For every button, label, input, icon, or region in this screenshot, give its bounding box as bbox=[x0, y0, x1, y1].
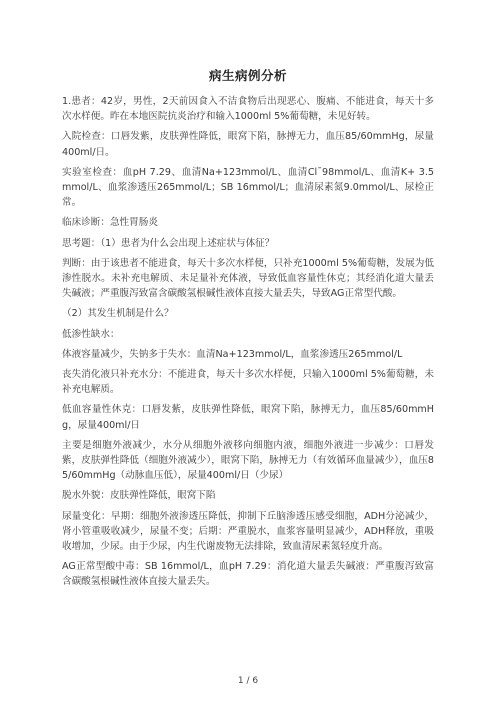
paragraph-admission-exam: 入院检查：口唇发紫，皮肤弹性降低，眼窝下陷，脉搏无力，血压85/60mmHg，尿量400ml/日。 bbox=[62, 131, 434, 158]
paragraph-urine-changes: 尿量变化：早期：细胞外液渗透压降低，抑制下丘脑渗透压感受细胞，ADH分泌减少，肾小管重吸收减少，尿量不变；后期：严重脱水，血浆容量明显减少，ADH释放，重吸收增加，少尿。由于少尿，内生代谢废物无法排除，致血清尿素氮轻度升高。 bbox=[62, 510, 434, 553]
document-body bbox=[62, 94, 434, 595]
paragraph-mechanism: 主要是细胞外液减少，水分从细胞外液移向细胞内液，细胞外液进一步减少：口唇发紫，皮肤弹性降低（细胞外液减少），眼窝下陷，脉搏无力（有效循环血量减少），血压85/60mmHg（动脉血压低），尿量400ml/日（少尿） bbox=[62, 439, 434, 482]
paragraph-dehydration-appearance: 脱水外貌：皮肤弹性降低，眼窝下陷 bbox=[62, 490, 216, 502]
paragraph-hypovolemic-shock: 低血容量性休克：口唇发紫，皮肤弹性降低，眼窝下陷，脉搏无力，血压85/60mmHg，尿量400ml/日 bbox=[62, 404, 434, 431]
paragraph-ag-acidosis: AG正常型酸中毒：SB 16mmol/L，血pH 7.29：消化道大量丢失碱液：严重腹泻致富含碳酸氢根碱性液体直接大量丢失。 bbox=[62, 561, 434, 588]
paragraph-question-1: 思考题：（1）患者为什么会出现上述症状与体征？ bbox=[62, 237, 275, 249]
paragraph-hypotonic-dehydration: 低渗性缺水： bbox=[62, 328, 120, 340]
paragraph-diagnosis: 临床诊断：急性胃肠炎 bbox=[62, 217, 158, 229]
paragraph-question-2: （2）其发生机制是什么？ bbox=[62, 308, 174, 320]
paragraph-volume-loss: 体液容量减少，失钠多于失水：血清Na+123mmol/L，血浆渗透压265mmol/L bbox=[62, 348, 403, 360]
document-title: 病生病例分析 bbox=[208, 68, 287, 83]
paragraph-judgment: 判断：由于该患者不能进食，每天十多次水样便，只补充1000ml 5%葡萄糖，发展为低渗性脱水。未补充电解质、未足量补充体液，导致低血容量性休克；其经消化道大量丢失碱液；严重腹泻致富含碳酸氢根碱性液体直接大量丢失，导致AG正常型代酸。 bbox=[62, 257, 434, 300]
page-number: 1 / 6 bbox=[237, 676, 259, 686]
paragraph-case-history: 1.患者：42岁，男性，2天前因食入不洁食物后出现恶心、腹痛、不能进食，每天十多次水样便。昨在本地医院抗炎治疗和输入1000ml 5%葡萄糖，未见好转。 bbox=[62, 96, 434, 123]
paragraph-lab-exam: 实验室检查：血pH 7.29、血清Na+123mmol/L、血清Cl¯98mmol/L、血清K+ 3.5 mmol/L、血浆渗透压265mmol/L；SB 16mmol/L；血清尿素氮9.0mmol/L、尿检正常。 bbox=[62, 166, 434, 209]
paragraph-fluid-loss: 丧失消化液只补充水分：不能进食，每天十多次水样便，只输入1000ml 5%葡萄糖，未补充电解质。 bbox=[62, 369, 434, 396]
